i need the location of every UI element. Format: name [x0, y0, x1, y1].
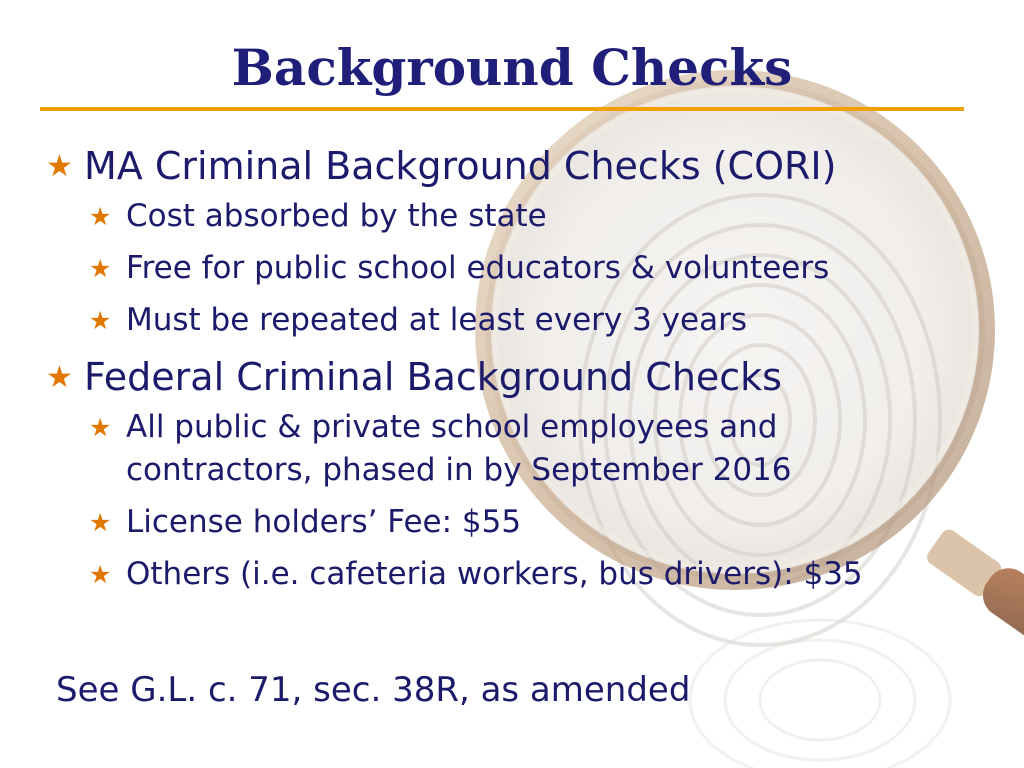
citation-footnote: See G.L. c. 71, sec. 38R, as amended: [56, 670, 691, 710]
sub-bullet-item: [44, 195, 1004, 238]
star-icon: ★: [89, 560, 112, 589]
sub-bullet-text: Others (i.e. cafeteria workers, bus drivers): $35: [126, 556, 863, 592]
star-icon: ★: [46, 360, 73, 395]
star-icon: ★: [46, 149, 73, 184]
sub-bullet-text: Cost absorbed by the state: [126, 198, 547, 234]
star-icon: ★: [89, 254, 112, 283]
bullet-item: [44, 351, 1004, 403]
star-icon: ★: [89, 202, 112, 231]
star-icon: ★: [89, 306, 112, 335]
bullet-text: MA Criminal Background Checks (CORI): [84, 144, 837, 188]
bullet-item: [44, 140, 1004, 192]
sub-bullet-text: License holders’ Fee: $55: [126, 504, 522, 540]
slide-title: Background Checks: [231, 38, 793, 97]
bullet-list: [44, 140, 1004, 605]
sub-bullet-item: [44, 406, 926, 492]
sub-bullet-item: [44, 501, 1004, 544]
sub-bullet-text: Free for public school educators & volunteers: [126, 250, 830, 286]
star-icon: ★: [89, 413, 112, 442]
sub-bullet-text: All public & private school employees and contractors, phased in by September 2016: [126, 409, 792, 488]
sub-bullet-text: Must be repeated at least every 3 years: [126, 302, 747, 338]
sub-bullet-item: [44, 247, 1004, 290]
sub-bullet-item: [44, 553, 1004, 596]
bullet-text: Federal Criminal Background Checks: [84, 355, 782, 399]
sub-bullet-item: [44, 299, 1004, 342]
title-divider: [40, 107, 964, 111]
star-icon: ★: [89, 508, 112, 537]
